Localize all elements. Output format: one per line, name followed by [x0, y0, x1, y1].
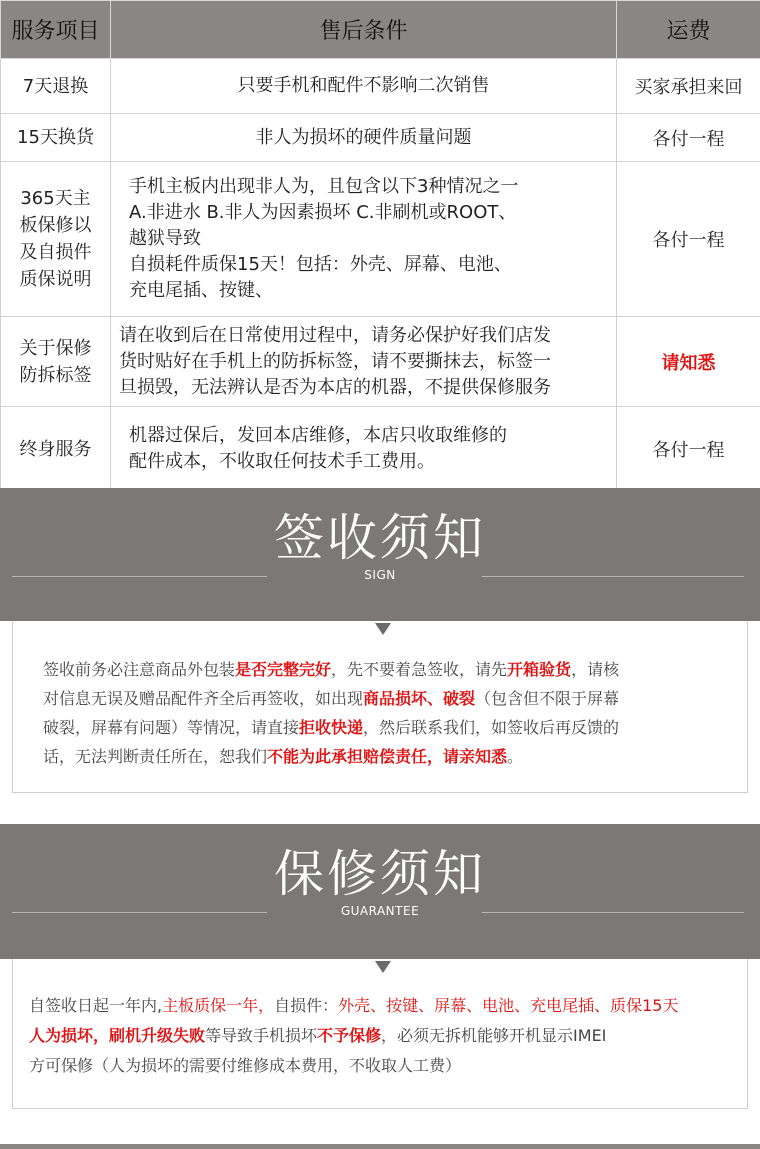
notice-text-run: ，请核 [571, 660, 620, 679]
highlighted-text-run: 是否完整完好 [235, 660, 332, 679]
shipping-cell: 请知悉 [617, 317, 760, 407]
notice-line [29, 1051, 744, 1081]
triangle-down-icon [375, 623, 391, 635]
condition-line: 只要手机和配件不影响二次销售 [237, 75, 490, 96]
notice-line [29, 1021, 744, 1051]
condition-line: 充电尾插、按键、 [129, 280, 273, 301]
service-item-cell [1, 162, 111, 317]
sign-notice-subtitle: SIGN [364, 568, 396, 582]
notice-text-run: 自签收日起一年内, [29, 996, 163, 1015]
condition-line: 手机主板内出现非人为，且包含以下3种情况之一 [129, 176, 519, 197]
warranty-notice-text [29, 991, 744, 1081]
highlighted-text-run: 商品损坏、破裂 [363, 689, 476, 708]
notice-line [43, 655, 733, 684]
service-item-line: 365天主 [20, 188, 91, 209]
condition-line: 机器过保后，发回本店维修，本店只收取维修的 [129, 425, 507, 446]
condition-line: 配件成本，不收取任何技术手工费用。 [129, 451, 435, 472]
table-row [1, 407, 760, 492]
table-row [1, 114, 760, 162]
bottom-divider [0, 1144, 760, 1149]
service-item-cell: 终身服务 [1, 407, 111, 492]
condition-line: 越狱导致 [129, 228, 201, 249]
notice-text-run: 方可保修（人为损坏的需要付维修成本费用，不收取人工费） [29, 1056, 462, 1075]
condition-cell [111, 162, 617, 317]
notice-text-run: 等导致手机损坏 [205, 1026, 318, 1045]
service-item-line: 板保修以 [19, 215, 92, 236]
highlighted-text-run: 主板质保一年， [162, 996, 275, 1015]
condition-line: 旦损毁，无法辨认是否为本店的机器，不提供保修服务 [119, 376, 551, 398]
service-item-line: 关于保修 [19, 337, 92, 359]
condition-cell [111, 317, 617, 407]
table-row [1, 59, 760, 114]
notice-line [43, 742, 733, 771]
warranty-notice-banner [0, 824, 760, 959]
notice-line [43, 713, 733, 742]
shipping-cell: 买家承担来回 [617, 59, 760, 114]
table-row [1, 317, 760, 407]
condition-line: 请在收到后在日常使用过程中，请务必保护好我们店发 [119, 324, 551, 346]
shipping-cell: 各付一程 [617, 162, 760, 317]
highlighted-text-run: 外壳、按键、屏幕、电池、充电尾插、质保15天 [338, 996, 679, 1015]
condition-cell [111, 59, 617, 114]
after-sales-service-table [0, 0, 760, 492]
condition-line: A.非进水 B.非人为因素损坏 C.非刷机或ROOT、 [129, 202, 517, 223]
service-item-cell [1, 317, 111, 407]
notice-line [29, 991, 744, 1021]
sign-notice-box [12, 621, 748, 793]
notice-text-run: 破裂，屏幕有问题）等情况，请直接 [43, 718, 300, 737]
shipping-cell: 各付一程 [617, 407, 760, 492]
header-after-sales-condition: 售后条件 [111, 1, 617, 59]
highlighted-text-run: 人为损坏，刷机升级失败 [29, 1026, 206, 1045]
service-item-cell: 7天退换 [1, 59, 111, 114]
table-header-row [1, 1, 760, 59]
highlighted-text-run: 拒收快递 [299, 718, 364, 737]
notice-text-run: 话，无法判断责任所在，恕我们 [43, 747, 268, 766]
sign-notice-title: 签收须知 [274, 509, 486, 567]
notice-text-run: ，必须无拆机能够开机显示IMEI [381, 1026, 607, 1045]
highlighted-text-run: 不予保修 [317, 1026, 382, 1045]
condition-cell [111, 114, 617, 162]
condition-line: 自损耗件质保15天！包括：外壳、屏幕、电池、 [129, 254, 512, 275]
highlighted-text-run: 开箱验货 [507, 660, 572, 679]
notice-text-run: 签收前务必注意商品外包装 [43, 660, 236, 679]
service-item-line: 质保说明 [19, 269, 92, 290]
warranty-notice-title: 保修须知 [274, 845, 486, 903]
shipping-cell: 各付一程 [617, 114, 760, 162]
header-service-item: 服务项目 [1, 1, 111, 59]
notice-text-run: （包含但不限于屏幕 [475, 689, 620, 708]
service-item-line: 防拆标签 [19, 364, 92, 386]
notice-text-run: ，然后联系我们，如签收后再反馈的 [363, 718, 620, 737]
notice-line [43, 684, 733, 713]
sign-notice-text [43, 655, 733, 771]
service-item-cell: 15天换货 [1, 114, 111, 162]
condition-cell [111, 407, 617, 492]
notice-text-run: ，先不要着急签收，请先 [331, 660, 508, 679]
triangle-down-icon [375, 961, 391, 973]
service-item-line: 及自损件 [19, 242, 92, 263]
warranty-notice-subtitle: GUARANTEE [340, 904, 420, 918]
warranty-notice-box [12, 959, 748, 1109]
header-shipping: 运费 [617, 1, 760, 59]
table-row [1, 162, 760, 317]
sign-notice-banner [0, 488, 760, 621]
condition-line: 非人为损坏的硬件质量问题 [255, 126, 472, 148]
highlighted-text-run: 不能为此承担赔偿责任，请亲知悉 [267, 747, 508, 766]
notice-text-run: 自损件： [274, 996, 339, 1015]
notice-text-run: 对信息无误及赠品配件齐全后再签收，如出现 [43, 689, 364, 708]
condition-line: 货时贴好在手机上的防拆标签，请不要撕抹去，标签一 [119, 350, 551, 372]
notice-text-run: 。 [507, 747, 524, 766]
